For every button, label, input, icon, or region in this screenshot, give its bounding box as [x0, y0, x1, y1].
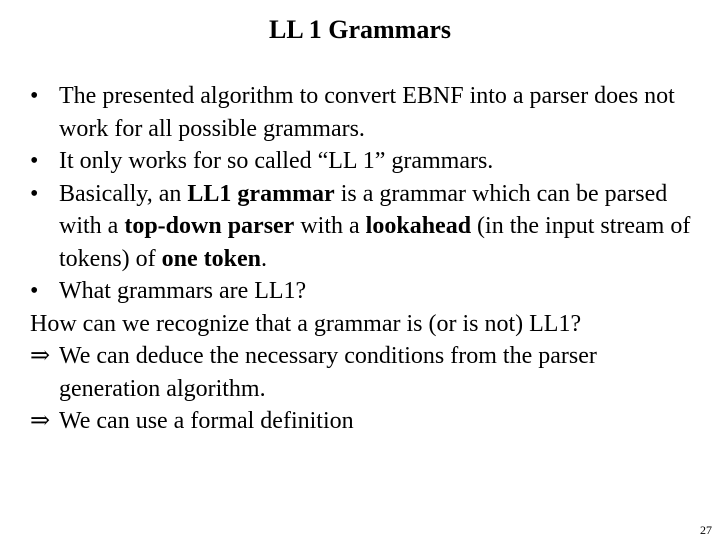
bullet-item — [30, 80, 700, 145]
bullet-text-segment: (in the input stream of tokens) of — [59, 213, 691, 272]
bullet-text: What grammars are LL1? — [59, 278, 307, 304]
bullet-text-bold: one token — [161, 245, 261, 272]
bullet-text-segment: with a — [294, 213, 366, 239]
bullet-text-segment: . — [261, 245, 267, 272]
implication-text: We can use a formal definition — [59, 408, 354, 434]
bullet-text-segment: is a grammar which can be parsed with a — [59, 180, 668, 239]
bullet-text-segment: Basically, an — [59, 180, 188, 207]
bullet-item — [30, 178, 700, 276]
page-number: 27 — [700, 523, 712, 537]
bullet-text: The presented algorithm to convert EBNF into a parser does not work for all possible grammars. — [59, 83, 675, 142]
implication-text: We can deduce the necessary conditions from the parser generation algorithm. — [59, 343, 597, 402]
implication-item — [30, 405, 700, 438]
implies-arrow-icon: ⇒ — [30, 408, 51, 434]
bullet-text-bold: lookahead — [365, 213, 472, 239]
bullet-item — [30, 275, 700, 308]
implies-arrow-icon: ⇒ — [30, 343, 51, 369]
slide-body — [30, 80, 700, 438]
bullet-text-bold: top-down parser — [124, 213, 295, 239]
question-line: How can we recognize that a grammar is (or is not) LL1? — [30, 310, 582, 337]
bullet-text-bold: LL1 grammar — [187, 180, 335, 207]
implication-item — [30, 340, 700, 405]
bullet-item — [30, 145, 700, 178]
bullet-marker: • — [30, 83, 39, 109]
bullet-marker: • — [30, 148, 39, 174]
bullet-text: It only works for so called “LL 1” grammars. — [59, 148, 494, 174]
slide-title: LL 1 Grammars — [269, 15, 451, 44]
bullet-marker: • — [30, 180, 39, 207]
bullet-marker: • — [30, 278, 39, 304]
